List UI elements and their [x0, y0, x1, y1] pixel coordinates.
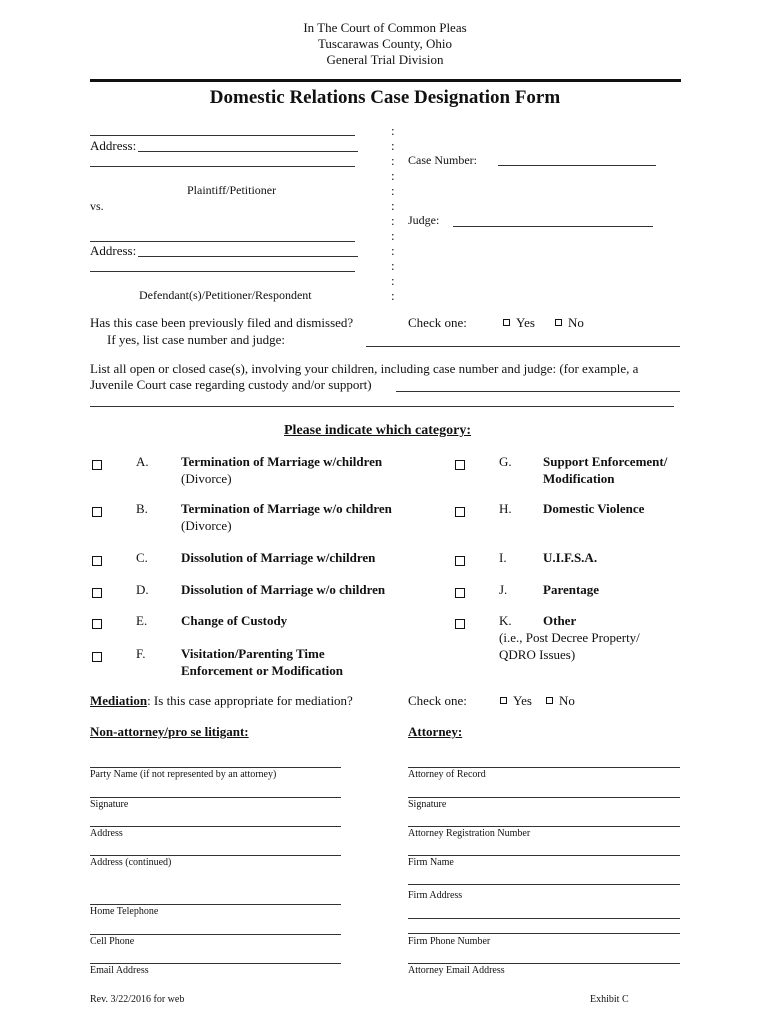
category-f-letter: F.: [136, 646, 146, 661]
header-rule: [90, 79, 681, 82]
no-checkbox[interactable]: [555, 319, 562, 326]
caption-colon: :: [391, 183, 395, 198]
open-cases-text: List all open or closed case(s), involving your children, including case number and judge: (for example, a: [90, 361, 639, 376]
division-name: General Trial Division: [326, 52, 444, 67]
mediation-no-option[interactable]: [546, 694, 575, 707]
prior-no-option[interactable]: [555, 316, 584, 329]
mediation-no-label: No: [559, 693, 575, 708]
defendant-address-label: Address:: [90, 243, 137, 258]
mediation-label: Mediation: [90, 693, 148, 708]
mediation-check-one-label: Check one:: [408, 693, 467, 708]
judge-field[interactable]: [453, 226, 653, 227]
mediation-question-text: : Is this case appropriate for mediation?: [147, 693, 353, 708]
firm-address-label: Firm Address: [408, 890, 463, 901]
category-a-checkbox[interactable]: [92, 460, 102, 470]
signature-field[interactable]: [90, 797, 341, 798]
caption-colon: :: [391, 288, 395, 303]
firm-name-field[interactable]: [408, 855, 680, 856]
address-continued-field[interactable]: [90, 855, 341, 856]
mediation-no-checkbox[interactable]: [546, 697, 553, 704]
address-continued-label: Address (continued): [90, 857, 172, 868]
open-cases-field[interactable]: [396, 391, 680, 392]
revision-note: Rev. 3/22/2016 for web: [90, 994, 185, 1005]
firm-phone-label: Firm Phone Number: [408, 936, 491, 947]
caption-colon: :: [391, 228, 395, 243]
category-g-checkbox[interactable]: [455, 460, 465, 470]
category-h-checkbox[interactable]: [455, 507, 465, 517]
cell-phone-label: Cell Phone: [90, 936, 135, 947]
category-h-label: Domestic Violence: [543, 501, 645, 516]
open-cases-field-2[interactable]: [90, 406, 674, 407]
category-h-letter: H.: [499, 501, 512, 516]
prior-check-one-label: Check one:: [408, 315, 467, 330]
signature-label: Signature: [90, 799, 129, 810]
attorney-signature-label: Signature: [408, 799, 447, 810]
firm-name-label: Firm Name: [408, 857, 454, 868]
mediation-yes-checkbox[interactable]: [500, 697, 507, 704]
category-g-label: Support Enforcement/: [543, 454, 668, 469]
no-label: No: [568, 315, 584, 330]
category-e-label: Change of Custody: [181, 613, 288, 628]
caption-colon: :: [391, 213, 395, 228]
county-name: Tuscarawas County, Ohio: [317, 36, 453, 51]
email-label: Email Address: [90, 965, 149, 976]
caption-colon: :: [391, 198, 395, 213]
category-i-letter: I.: [499, 550, 507, 565]
category-g-sub: Modification: [543, 471, 615, 486]
caption-colon: :: [391, 138, 395, 153]
category-k-sub-2: QDRO Issues): [499, 647, 576, 662]
caption-colon: :: [391, 153, 395, 168]
category-i-checkbox[interactable]: [455, 556, 465, 566]
yes-checkbox[interactable]: [503, 319, 510, 326]
address-field[interactable]: [90, 826, 341, 827]
category-k-checkbox[interactable]: [455, 619, 465, 629]
category-b-letter: B.: [136, 501, 148, 516]
form-title: Domestic Relations Case Designation Form: [209, 87, 561, 108]
cell-phone-field[interactable]: [90, 934, 341, 935]
attorney-email-label: Attorney Email Address: [408, 965, 505, 976]
case-number-field[interactable]: [498, 165, 656, 166]
caption-colon: :: [391, 123, 395, 138]
email-field[interactable]: [90, 963, 341, 964]
open-cases-text-2: Juvenile Court case regarding custody and/or support): [90, 377, 372, 392]
category-k-letter: K.: [499, 613, 512, 628]
caption-colon: :: [391, 273, 395, 288]
firm-address-field-2[interactable]: [408, 918, 680, 919]
category-d-label: Dissolution of Marriage w/o children: [181, 582, 386, 597]
attorney-registration-label: Attorney Registration Number: [408, 828, 531, 839]
category-e-letter: E.: [136, 613, 148, 628]
attorney-of-record-label: Attorney of Record: [408, 769, 486, 780]
prior-case-followup: If yes, list case number and judge:: [107, 332, 285, 347]
plaintiff-label: Plaintiff/Petitioner: [187, 183, 277, 197]
category-f-label: Visitation/Parenting Time: [181, 646, 325, 661]
defendant-address-line-2[interactable]: [90, 271, 355, 272]
case-number-label: Case Number:: [408, 153, 477, 167]
category-heading: Please indicate which category:: [284, 423, 472, 438]
category-e-checkbox[interactable]: [92, 619, 102, 629]
category-j-label: Parentage: [543, 582, 600, 597]
category-i-label: U.I.F.S.A.: [543, 550, 598, 565]
category-j-letter: J.: [499, 582, 508, 597]
attorney-of-record-field[interactable]: [408, 767, 680, 768]
category-c-label: Dissolution of Marriage w/children: [181, 550, 376, 565]
yes-label: Yes: [516, 315, 535, 330]
defendant-label: Defendant(s)/Petitioner/Respondent: [139, 288, 312, 302]
mediation-question: [90, 694, 353, 707]
mediation-yes-option[interactable]: [500, 694, 532, 707]
attorney-signature-field[interactable]: [408, 797, 680, 798]
category-d-checkbox[interactable]: [92, 588, 102, 598]
defendant-address-line[interactable]: [138, 256, 358, 257]
attorney-heading: Attorney:: [408, 724, 463, 739]
category-b-label: Termination of Marriage w/o children: [181, 501, 392, 516]
plaintiff-address-line[interactable]: [138, 151, 358, 152]
category-a-sub: (Divorce): [181, 471, 232, 486]
attorney-email-field[interactable]: [408, 963, 680, 964]
firm-address-field[interactable]: [408, 884, 680, 885]
prior-yes-option[interactable]: [503, 316, 535, 329]
plaintiff-address-line-2[interactable]: [90, 166, 355, 167]
category-d-letter: D.: [136, 582, 149, 597]
caption-colon: :: [391, 168, 395, 183]
category-j-checkbox[interactable]: [455, 588, 465, 598]
mediation-yes-label: Yes: [513, 693, 532, 708]
attorney-registration-field[interactable]: [408, 826, 680, 827]
firm-phone-field[interactable]: [408, 933, 680, 934]
court-name: In The Court of Common Pleas: [303, 20, 467, 35]
caption-colon: :: [391, 258, 395, 273]
prior-case-question: Has this case been previously filed and dismissed?: [90, 315, 354, 330]
vs-label: vs.: [90, 199, 104, 213]
category-c-checkbox[interactable]: [92, 556, 102, 566]
category-b-sub: (Divorce): [181, 518, 232, 533]
category-b-checkbox[interactable]: [92, 507, 102, 517]
category-a-label: Termination of Marriage w/children: [181, 454, 383, 469]
category-a-letter: A.: [136, 454, 149, 469]
party-name-label: Party Name (if not represented by an attorney): [90, 769, 277, 780]
category-c-letter: C.: [136, 550, 148, 565]
category-f-checkbox[interactable]: [92, 652, 102, 662]
defendant-name-line[interactable]: [90, 241, 355, 242]
party-name-field[interactable]: [90, 767, 341, 768]
plaintiff-name-line[interactable]: [90, 135, 355, 136]
prior-case-field[interactable]: [366, 346, 680, 347]
caption-colon: :: [391, 243, 395, 258]
home-telephone-label: Home Telephone: [90, 906, 159, 917]
category-f-sub: Enforcement or Modification: [181, 663, 343, 678]
home-telephone-field[interactable]: [90, 904, 341, 905]
address-label: Address: [90, 828, 123, 839]
judge-label: Judge:: [408, 213, 440, 227]
category-g-letter: G.: [499, 454, 512, 469]
category-k-sub: (i.e., Post Decree Property/: [499, 630, 640, 645]
pro-se-heading: Non-attorney/pro se litigant:: [90, 724, 249, 739]
category-k-label: Other: [543, 613, 577, 628]
plaintiff-address-label: Address:: [90, 138, 137, 153]
exhibit-label: Exhibit C: [590, 994, 629, 1005]
